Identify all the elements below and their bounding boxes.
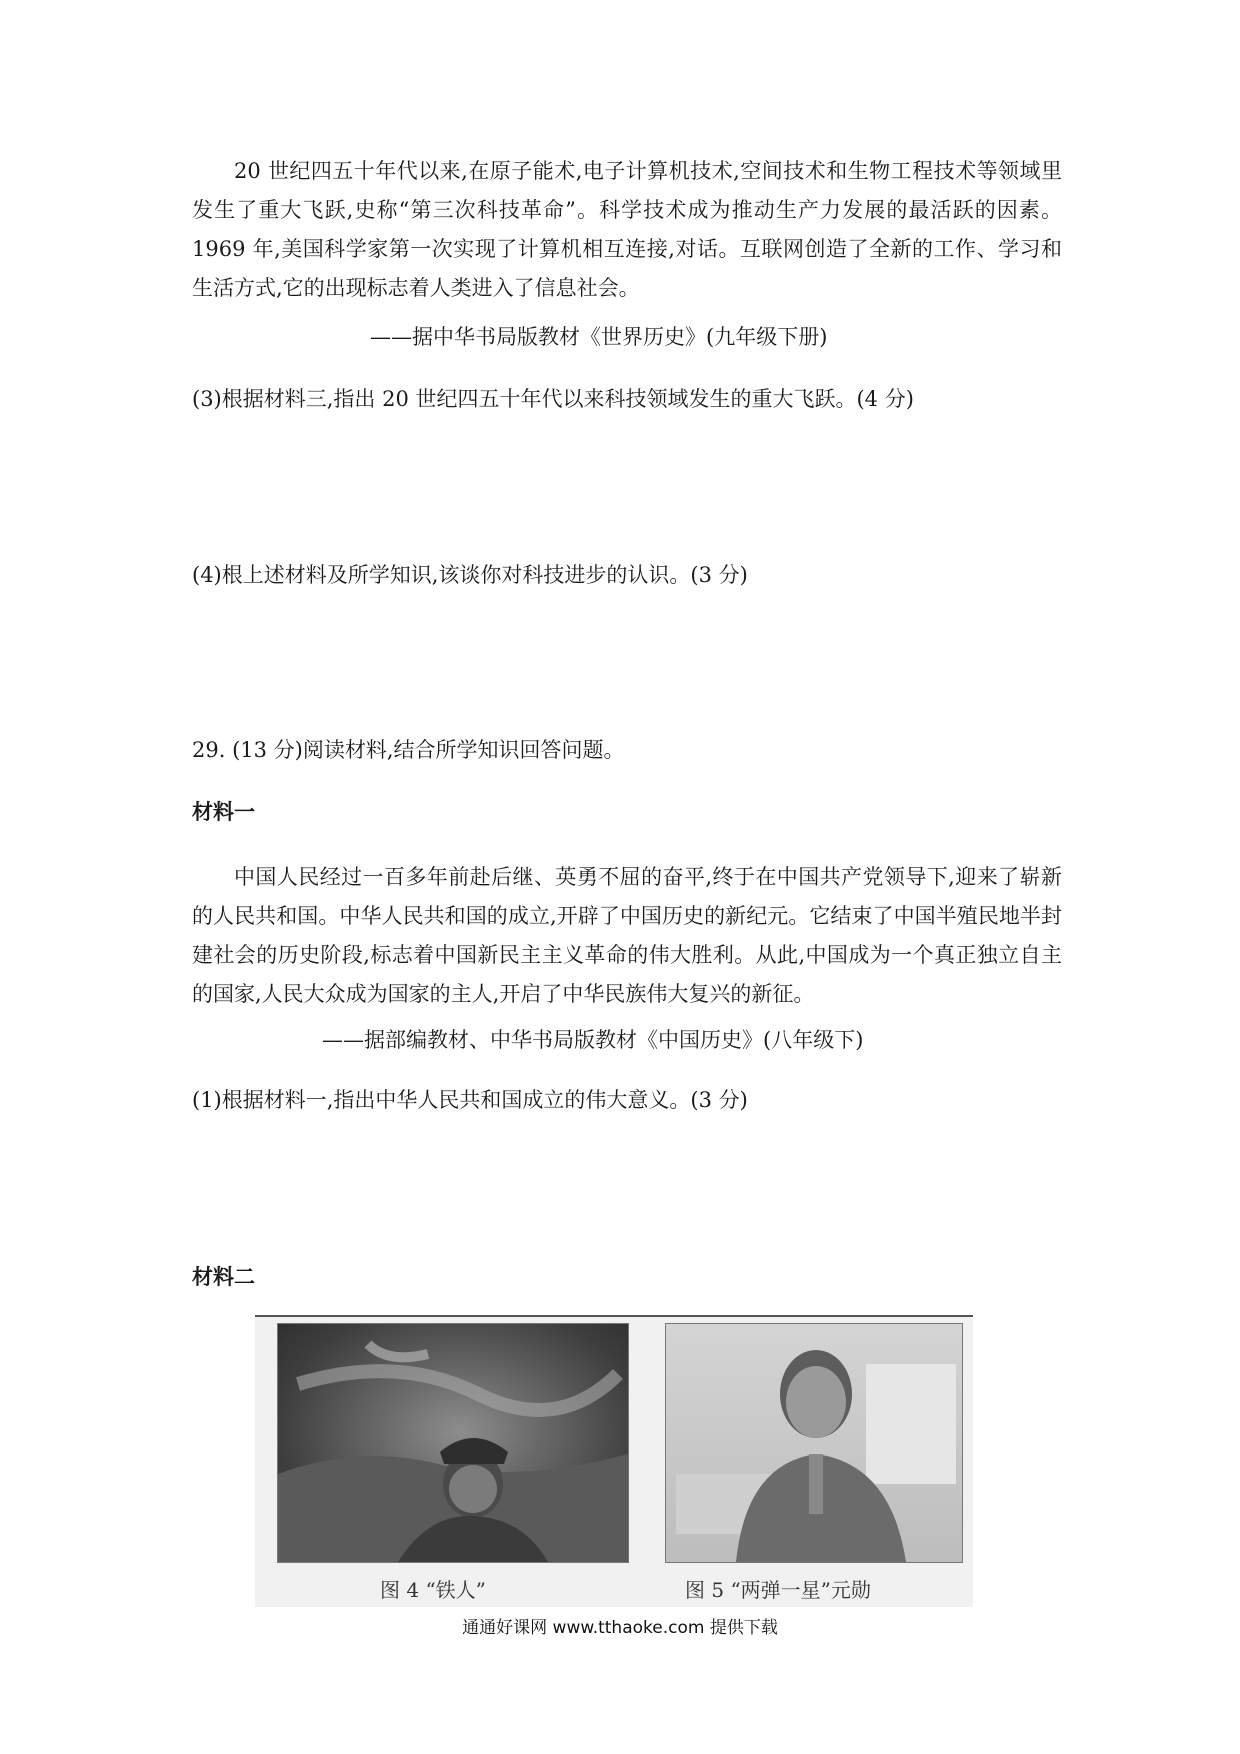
question-29-1: (1)根据材料一,指出中华人民共和国成立的伟大意义。(3 分) bbox=[192, 1088, 748, 1112]
question-4: (4)根上述材料及所学知识,该谈你对科技进步的认识。(3 分) bbox=[192, 563, 748, 587]
material2-label: 材料二 bbox=[192, 1265, 255, 1289]
material3-source: ——据中华书局版教材《世界历史》(九年级下册) bbox=[370, 325, 828, 349]
material2-figures bbox=[255, 1315, 973, 1607]
question-3: (3)根据材料三,指出 20 世纪四五十年代以来科技领域发生的重大飞跃。(4 分) bbox=[192, 387, 914, 411]
material1-source: ——据部编教材、中华书局版教材《中国历史》(八年级下) bbox=[322, 1028, 864, 1052]
figure4-caption: 图 4 “铁人” bbox=[380, 1578, 486, 1602]
material3-text: 20 世纪四五十年代以来,在原子能术,电子计算机技术,空间技术和生物工程技术等领域里发生了重大飞跃,史称“第三次科技革命”。科学技术成为推动生产力发展的最活跃的因素。1969 年,美国科学家第一次实现了计算机相互连接,对话。互联网创造了全新的工作、学习和生活方式,它的出现标志着人类进入了信息社会。 bbox=[192, 159, 1062, 300]
two-bombs-one-satellite-photo bbox=[665, 1323, 963, 1563]
material1-text: 中国人民经过一百多年前赴后继、英勇不屈的奋平,终于在中国共产党领导下,迎来了崭新的人民共和国。中华人民共和国的成立,开辟了中国历史的新纪元。它结束了中国半殖民地半封建社会的历史阶段,标志着中国新民主主义革命的伟大胜利。从此,中国成为一个真正独立自主的国家,人民大众成为国家的主人,开启了中华民族伟大复兴的新征。 bbox=[192, 865, 1062, 1006]
iron-man-photo bbox=[277, 1323, 629, 1563]
iron-man-illustration bbox=[278, 1324, 628, 1562]
scientist-illustration bbox=[666, 1324, 962, 1562]
question-29-title: 29. (13 分)阅读材料,结合所学知识回答问题。 bbox=[192, 738, 625, 762]
figure5-caption: 图 5 “两弹一星”元勋 bbox=[685, 1578, 871, 1602]
page-footer: 通通好课网 www.tthaoke.com 提供下载 bbox=[462, 1618, 778, 1638]
material1-label: 材料一 bbox=[192, 800, 255, 824]
